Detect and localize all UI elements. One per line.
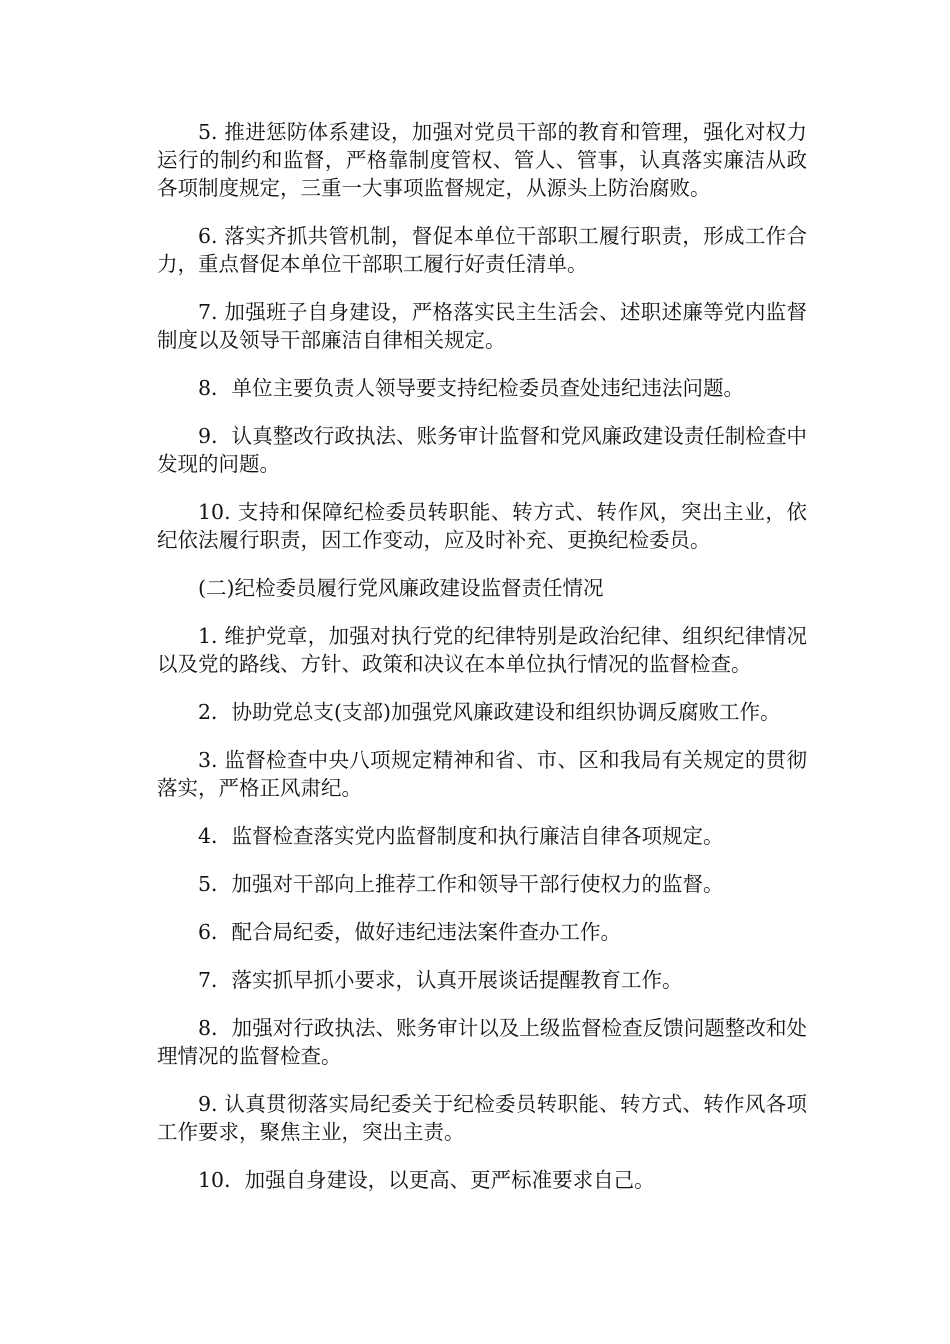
paragraph-duty-4-internal-supervision: 4．监督检查落实党内监督制度和执行廉洁自律各项规定。 [198, 824, 724, 848]
paragraph-item-6-joint-management: 6. 落实齐抓共管机制，督促本单位干部职工履行职责，形成工作合力，重点督促本单位干部职工履行好责任清单。 [157, 224, 807, 276]
paragraph-item-7-team-building: 7. 加强班子自身建设，严格落实民主生活会、述职述廉等党内监督制度以及领导干部廉洁自律相关规定。 [157, 300, 807, 352]
paragraph-item-8-leader-support: 8．单位主要负责人领导要支持纪检委员查处违纪违法问题。 [198, 376, 745, 400]
paragraph-duty-2-assist-branch: 2．协助党总支(支部)加强党风廉政建设和组织协调反腐败工作。 [198, 700, 781, 724]
paragraph-duty-10-self-building: 10．加强自身建设，以更高、更严标准要求自己。 [198, 1168, 655, 1192]
document-body [157, 118, 807, 1214]
paragraph-item-9-rectification: 9．认真整改行政执法、账务审计监督和党风廉政建设责任制检查中发现的问题。 [157, 424, 807, 476]
paragraph-item-10-support-inspectors: 10. 支持和保障纪检委员转职能、转方式、转作风，突出主业，依纪依法履行职责，因工作变动，应及时补充、更换纪检委员。 [157, 500, 807, 552]
paragraph-duty-9-transform-functions: 9. 认真贯彻落实局纪委关于纪检委员转职能、转方式、转作风各项工作要求，聚焦主业，突出主责。 [157, 1092, 807, 1144]
paragraph-duty-5-cadre-recommendation: 5．加强对干部向上推荐工作和领导干部行使权力的监督。 [198, 872, 724, 896]
section-heading-2: (二)纪检委员履行党风廉政建设监督责任情况 [198, 576, 604, 600]
paragraph-duty-7-early-reminder: 7．落实抓早抓小要求，认真开展谈话提醒教育工作。 [198, 968, 683, 992]
paragraph-duty-6-case-handling: 6．配合局纪委，做好违纪违法案件查办工作。 [198, 920, 622, 944]
paragraph-duty-1-party-constitution: 1. 维护党章，加强对执行党的纪律特别是政治纪律、组织纪律情况以及党的路线、方针、政策和决议在本单位执行情况的监督检查。 [157, 624, 807, 676]
paragraph-duty-8-feedback-rectification: 8．加强对行政执法、账务审计以及上级监督检查反馈问题整改和处理情况的监督检查。 [157, 1016, 807, 1068]
paragraph-item-5-anticorruption-system: 5. 推进惩防体系建设，加强对党员干部的教育和管理，强化对权力运行的制约和监督，严格靠制度管权、管人、管事，认真落实廉洁从政各项制度规定，三重一大事项监督规定，从源头上防治腐败。 [157, 120, 807, 200]
paragraph-duty-3-eight-rules: 3. 监督检查中央八项规定精神和省、市、区和我局有关规定的贯彻落实，严格正风肃纪。 [157, 748, 807, 800]
